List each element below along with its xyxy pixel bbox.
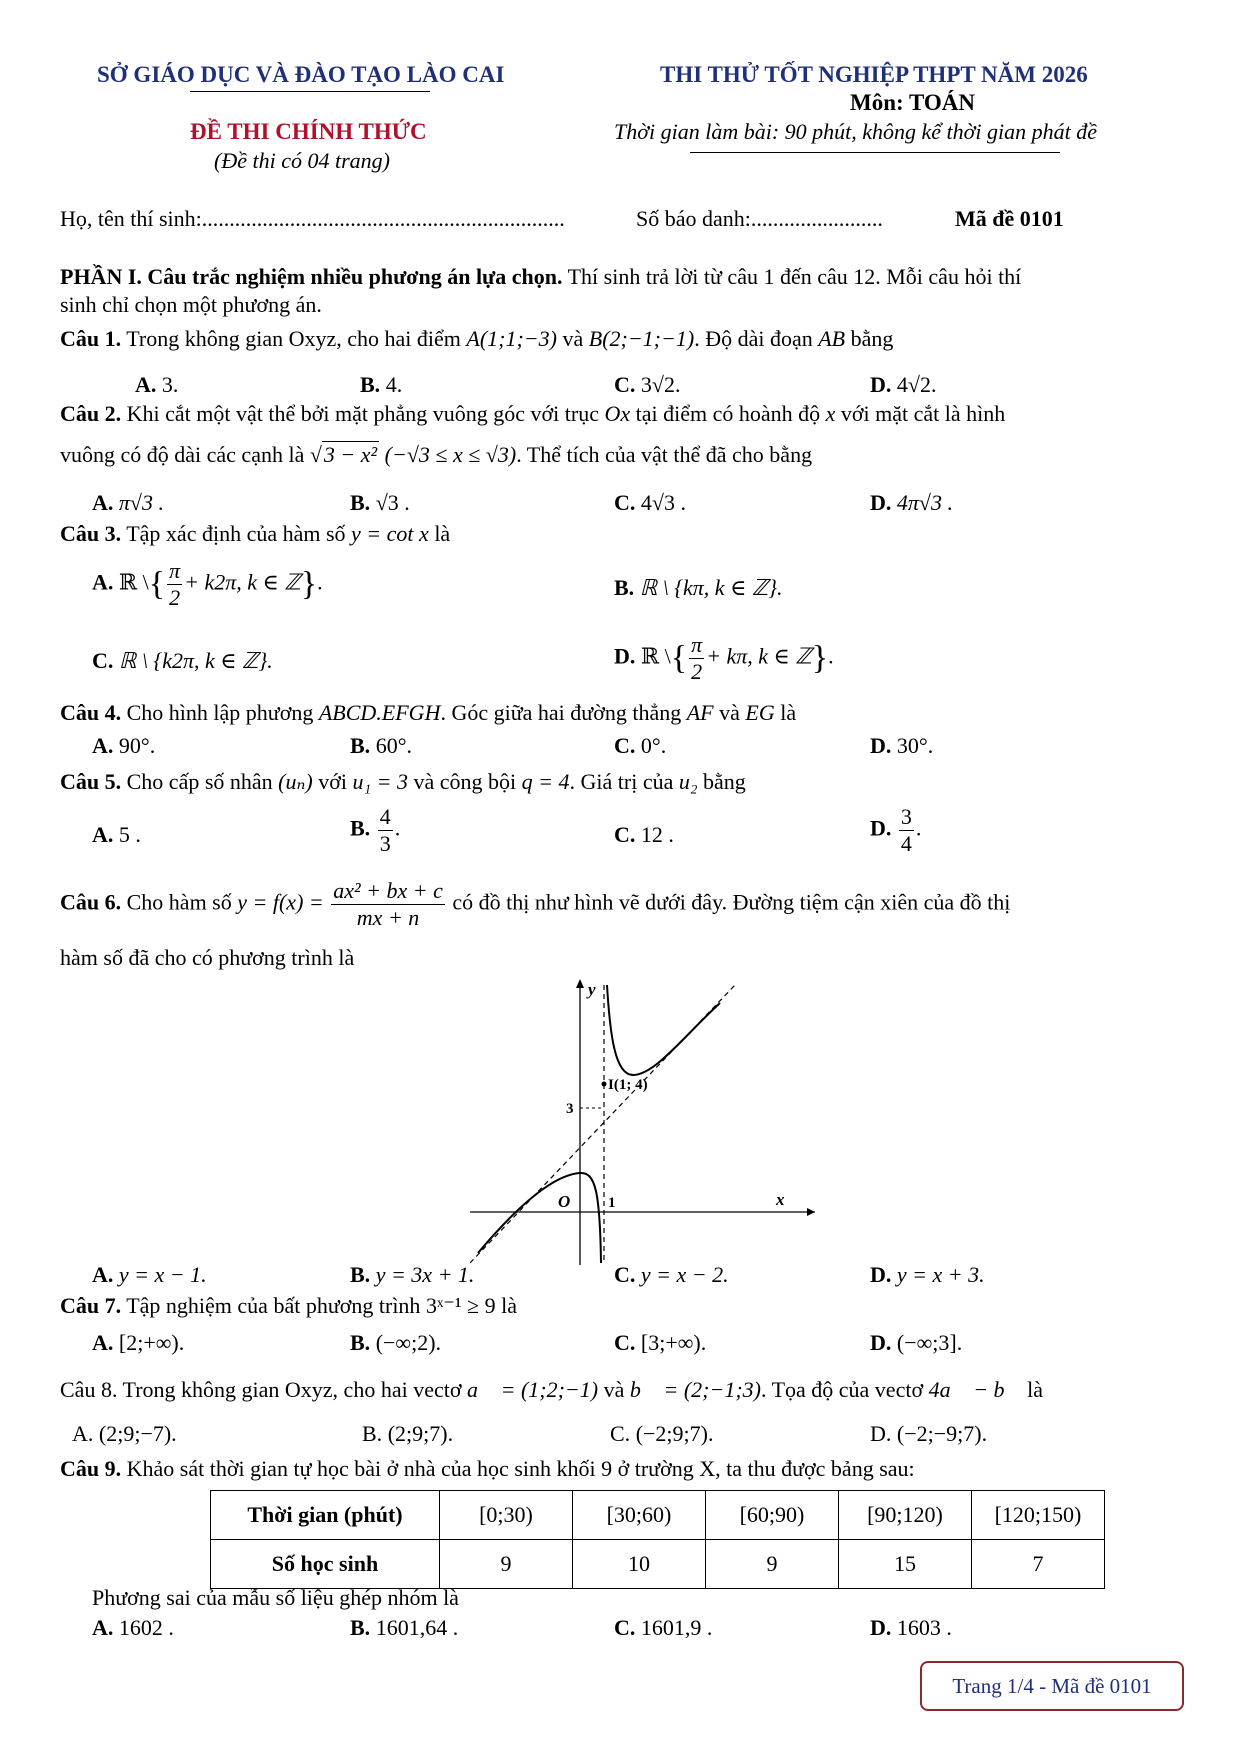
q1-segment: AB	[818, 326, 846, 351]
exam-title: THI THỬ TỐT NGHIỆP THPT NĂM 2026	[660, 62, 1088, 87]
q2-x: x	[825, 401, 836, 426]
q2-text-a: π√3 .	[118, 490, 164, 515]
sbd-field: Số báo danh:........................	[636, 206, 883, 231]
q4-option-a[interactable]	[92, 733, 155, 759]
q8-vector-b: b⃗ = (2;−1;3)	[629, 1377, 761, 1402]
q9-letter-b: B.	[350, 1615, 371, 1640]
q5-text: Cho cấp số nhân	[121, 769, 279, 794]
q6-letter-d: D.	[870, 1262, 892, 1287]
q6-numerator: ax² + bx + c	[333, 878, 443, 903]
q4-af: AF	[686, 700, 714, 725]
q5-text-a: 5 .	[118, 822, 141, 847]
time-note: Thời gian làm bài: 90 phút, không kể thời gian phát đề	[614, 119, 1098, 144]
q3-two-d: 2	[691, 659, 703, 684]
q9-text: Khảo sát thời gian tự học bài ở nhà của học sinh khối 9 ở trường X, ta thu được bảng sau:	[121, 1456, 915, 1481]
q3-rset-d: ℝ \	[640, 643, 671, 669]
q3-function: y = cot x	[351, 521, 429, 546]
q4-text-a: 90°.	[118, 733, 156, 758]
q2-condition: (−√3 ≤ x ≤ √3)	[384, 442, 517, 467]
q8-vector-a: a⃗ = (1;2;−1)	[466, 1377, 599, 1402]
q7-label: Câu 7.	[60, 1293, 122, 1318]
header-divider-right	[690, 152, 1060, 153]
department-name: SỞ GIÁO DỤC VÀ ĐÀO TẠO LÀO CAI	[97, 62, 505, 87]
q1-end: bằng	[845, 326, 894, 351]
header-divider	[190, 91, 430, 92]
q1-letter-c: C.	[614, 372, 636, 397]
q5-mid2: và công bội	[407, 769, 522, 794]
q1-letter-a: A.	[135, 372, 157, 397]
q6-option-a[interactable]	[92, 1262, 207, 1288]
q3-text-b: ℝ \ {kπ, k ∈ ℤ}.	[639, 575, 783, 600]
q8-letter-d: D.	[870, 1421, 892, 1446]
q9-option-b[interactable]	[350, 1615, 458, 1641]
q7-letter-d: D.	[870, 1330, 892, 1355]
q4-letter-c: C.	[614, 733, 636, 758]
q7-option-d[interactable]	[870, 1330, 962, 1356]
q1-and: và	[556, 326, 589, 351]
q8-option-b[interactable]	[362, 1421, 453, 1447]
official-label: ĐỀ THI CHÍNH THỨC	[190, 119, 427, 144]
q6-label: Câu 6.	[60, 889, 122, 915]
left-branch	[478, 1173, 601, 1263]
y-label: y	[588, 980, 596, 999]
q5-d-num: 3	[900, 804, 912, 829]
table-cell: 9	[440, 1540, 573, 1589]
q8-text: Câu 8. Trong không gian Oxyz, cho hai vectơ	[60, 1377, 467, 1402]
q4-text-b: 60°.	[375, 733, 412, 758]
table-cell: 7	[972, 1540, 1105, 1589]
q7-stem	[60, 1293, 517, 1319]
q2-text-b: √3 .	[375, 490, 410, 515]
part1-instr2: sinh chỉ chọn một phương án.	[60, 292, 322, 317]
q1-stem	[60, 326, 893, 352]
q1-option-b[interactable]	[360, 372, 402, 398]
q5-mid: với	[312, 769, 353, 794]
q9-stem	[60, 1456, 915, 1482]
q1-text-a: 3.	[161, 372, 179, 397]
q8-end: là	[1021, 1377, 1044, 1402]
q3-option-c[interactable]	[92, 648, 273, 674]
q1-point-b: B(2;−1;−1)	[588, 326, 695, 351]
q3-pi-a: π	[169, 558, 181, 583]
q9-question: Phương sai của mẫu số liệu ghép nhóm là	[92, 1585, 459, 1610]
q7-text-b: (−∞;2).	[375, 1330, 442, 1355]
q9-option-a[interactable]	[92, 1615, 174, 1641]
q1-text-c: 3√2.	[640, 372, 681, 397]
table-cell: 9	[706, 1540, 839, 1589]
q6-fraction	[331, 880, 445, 929]
q2-option-c[interactable]	[614, 490, 686, 516]
q3-option-b[interactable]	[614, 575, 783, 601]
q8-option-a[interactable]	[72, 1421, 177, 1447]
q5-frac-d	[899, 806, 914, 855]
q3-frac-d	[689, 634, 704, 683]
q2-letter-c: C.	[614, 490, 636, 515]
q8-stem	[60, 1377, 1043, 1403]
q6-pre: Cho hàm số	[121, 889, 238, 915]
q2-text3: với mặt cắt là hình	[835, 401, 1006, 426]
q6-lhs: y = f(x) =	[237, 889, 324, 915]
q4-letter-d: D.	[870, 733, 892, 758]
q2-text2: tại điểm có hoành độ	[630, 401, 826, 426]
table-cell: [60;90)	[706, 1491, 839, 1540]
q6-stem-line2: hàm số đã cho có phương trình là	[60, 945, 355, 970]
q9-letter-d: D.	[870, 1615, 892, 1640]
q3-label: Câu 3.	[60, 521, 122, 546]
q2-letter-a: A.	[92, 490, 114, 515]
q1-point-a: A(1;1;−3)	[466, 326, 557, 351]
q9-text-c: 1601,9 .	[640, 1615, 713, 1640]
q8-text-d: (−2;−9;7).	[896, 1421, 988, 1446]
q5-ratio: q = 4	[521, 769, 570, 794]
q5-text-c: 12 .	[640, 822, 674, 847]
q3-text: Tập xác định của hàm số	[121, 521, 352, 546]
q2-letter-b: B.	[350, 490, 371, 515]
q1-letter-b: B.	[360, 372, 381, 397]
q9-text-b: 1601,64 .	[375, 1615, 459, 1640]
q9-label: Câu 9.	[60, 1456, 122, 1481]
right-branch	[607, 985, 720, 1075]
table-cell: [120;150)	[972, 1491, 1105, 1540]
q8-text-b: (2;9;7).	[387, 1421, 454, 1446]
q4-letter-a: A.	[92, 733, 114, 758]
q9-text-a: 1602 .	[118, 1615, 174, 1640]
q6-letter-a: A.	[92, 1262, 114, 1287]
q8-expression: 4a⃗ − b⃗	[928, 1377, 1022, 1402]
q2-axis: Ox	[604, 401, 631, 426]
q5-option-d[interactable]: D. $\frac{3}{4}$ .	[870, 804, 922, 856]
q7-letter-a: A.	[92, 1330, 114, 1355]
q4-stem	[60, 700, 796, 726]
q4-end: là	[774, 700, 797, 725]
q7-text-c: [3;+∞).	[640, 1330, 707, 1355]
q7-letter-b: B.	[350, 1330, 371, 1355]
q4-and: và	[713, 700, 746, 725]
q6-post: có đồ thị như hình vẽ dưới đây. Đường tiệm cận xiên của đồ thị	[446, 889, 1011, 915]
q7-inequality: 3ˣ⁻¹ ≥ 9	[425, 1293, 496, 1318]
q2-stem-line2	[60, 442, 812, 468]
q2-text5: . Thể tích của vật thể đã cho bằng	[516, 442, 813, 467]
q7-text: Tập nghiệm của bất phương trình	[121, 1293, 426, 1318]
q2-text-c: 4√3 .	[640, 490, 686, 515]
q5-letter-c: C.	[614, 822, 636, 847]
name-field: Họ, tên thí sinh:..................................................................	[60, 206, 565, 231]
q1-text: Trong không gian Oxyz, cho hai điểm	[121, 326, 467, 351]
q6-stem-line1	[60, 880, 1010, 929]
q3-option-d[interactable]: D. ℝ \{ $\frac{\pi}{2}$ + kπ, k ∈ ℤ}.	[614, 632, 834, 684]
q1-post: . Độ dài đoạn	[694, 326, 819, 351]
x-axis-arrow	[807, 1208, 815, 1216]
q7-text-d: (−∞;3].	[896, 1330, 963, 1355]
q5-mid3: . Giá trị của	[569, 769, 679, 794]
q5-u1: u₁ = 3	[352, 769, 408, 794]
q6-option-c[interactable]	[614, 1262, 729, 1288]
exam-code: Mã đề 0101	[955, 206, 1064, 231]
q4-text-c: 0°.	[640, 733, 667, 758]
q4-option-b[interactable]	[350, 733, 412, 759]
q8-text-a: (2;9;−7).	[98, 1421, 177, 1446]
q8-letter-c: C.	[610, 1421, 631, 1446]
q6-text-d: y = x + 3.	[896, 1262, 985, 1287]
q1-option-c[interactable]	[614, 372, 680, 398]
x-label: x	[776, 1190, 785, 1209]
y-axis-arrow	[576, 979, 584, 988]
q5-label: Câu 5.	[60, 769, 122, 794]
q3-letter-b: B.	[614, 575, 635, 600]
q6-denominator: mx + n	[356, 905, 420, 930]
q8-letter-b: B.	[362, 1421, 383, 1446]
q5-stem	[60, 769, 746, 795]
q7-text-a: [2;+∞).	[118, 1330, 185, 1355]
q2-sqrt: √3 − x²	[309, 442, 378, 467]
q8-text-c: (−2;9;7).	[635, 1421, 714, 1446]
q2-option-d[interactable]	[870, 490, 953, 516]
q4-cube: ABCD.EFGH	[318, 700, 441, 725]
q6-text-b: y = 3x + 1.	[375, 1262, 475, 1287]
part1-title: PHẦN I. Câu trắc nghiệm nhiều phương án lựa chọn.	[60, 264, 563, 289]
q9-option-c[interactable]	[614, 1615, 712, 1641]
q6-graph	[470, 975, 820, 1265]
q8-mid2: . Tọa độ của vectơ	[760, 1377, 929, 1402]
q5-u2: u₂	[678, 769, 698, 794]
q4-text: Cho hình lập phương	[121, 700, 319, 725]
subject: Môn: TOÁN	[850, 90, 976, 115]
page-count: (Đề thi có 04 trang)	[214, 148, 390, 173]
part1-instructions	[60, 264, 1021, 290]
q1-letter-d: D.	[870, 372, 892, 397]
q6-letter-b: B.	[350, 1262, 371, 1287]
q5-option-b[interactable]: B. $\frac{4}{3}$ .	[350, 804, 401, 856]
q9-letter-a: A.	[92, 1615, 114, 1640]
point-i-label: I(1; 4)	[608, 1077, 648, 1093]
q8-letter-a: A.	[72, 1421, 94, 1446]
q8-option-d[interactable]	[870, 1421, 987, 1447]
q3-letter-c: C.	[92, 648, 114, 673]
q3-option-a[interactable]: A. ℝ \{ $\frac{\pi}{2}$ + k2π, k ∈ ℤ}.	[92, 558, 323, 610]
q5-letter-a: A.	[92, 822, 114, 847]
q3-end: là	[428, 521, 451, 546]
q4-option-c[interactable]	[614, 733, 666, 759]
q4-label: Câu 4.	[60, 700, 122, 725]
q5-letter-d: D.	[870, 815, 892, 841]
table-cell: 15	[839, 1540, 972, 1589]
q2-letter-d: D.	[870, 490, 892, 515]
q2-label: Câu 2.	[60, 401, 122, 426]
q5-d-den: 4	[900, 831, 912, 856]
table-cell: [0;30)	[440, 1491, 573, 1540]
q6-letter-c: C.	[614, 1262, 636, 1287]
q1-text-b: 4.	[385, 372, 403, 397]
q1-option-d[interactable]	[870, 372, 936, 398]
point-i	[602, 1082, 607, 1087]
q3-tail-a: + k2π, k ∈ ℤ	[184, 569, 301, 595]
q1-text-d: 4√2.	[896, 372, 937, 397]
q2-stem-line1	[60, 401, 1005, 427]
q9-letter-c: C.	[614, 1615, 636, 1640]
q4-letter-b: B.	[350, 733, 371, 758]
table-cell: [30;60)	[573, 1491, 706, 1540]
table-cell: 10	[573, 1540, 706, 1589]
tick-1: 1	[608, 1195, 616, 1211]
q4-option-d[interactable]	[870, 733, 933, 759]
q3-letter-d: D.	[614, 643, 636, 669]
q3-letter-a: A.	[92, 569, 114, 595]
q9-text-d: 1603 .	[896, 1615, 952, 1640]
q3-text-c: ℝ \ {k2π, k ∈ ℤ}.	[118, 648, 273, 673]
q3-tail-d: + kπ, k ∈ ℤ	[706, 643, 812, 669]
q2-text-d: 4π√3 .	[896, 490, 953, 515]
part1-instr1: Thí sinh trả lời từ câu 1 đến câu 12. Mỗi câu hỏi thí	[562, 264, 1022, 289]
q6-text-a: y = x − 1.	[118, 1262, 207, 1287]
q5-b-den: 3	[379, 831, 391, 856]
table-row	[211, 1491, 1105, 1540]
q5-sequence: (uₙ)	[278, 769, 313, 794]
q5-end: bằng	[697, 769, 746, 794]
q1-option-a[interactable]	[135, 372, 178, 398]
table-header-cell: Thời gian (phút)	[211, 1491, 440, 1540]
page-footer: Trang 1/4 - Mã đề 0101	[920, 1661, 1184, 1711]
q4-eg: EG	[745, 700, 775, 725]
q9-option-d[interactable]	[870, 1615, 952, 1641]
q6-text-c: y = x − 2.	[640, 1262, 729, 1287]
table-row	[211, 1540, 1105, 1589]
q4-mid: . Góc giữa hai đường thẳng	[440, 700, 687, 725]
q6-option-d[interactable]	[870, 1262, 985, 1288]
q4-text-d: 30°.	[896, 733, 934, 758]
q3-frac-a	[167, 560, 182, 609]
table-cell: [90;120)	[839, 1491, 972, 1540]
q7-end: là	[495, 1293, 517, 1318]
q9-table	[210, 1490, 1105, 1589]
q2-radicand: 3 − x²	[323, 442, 378, 467]
q3-two-a: 2	[169, 585, 181, 610]
q7-option-b[interactable]	[350, 1330, 441, 1356]
q7-letter-c: C.	[614, 1330, 636, 1355]
q5-letter-b: B.	[350, 815, 371, 841]
q7-option-c[interactable]	[614, 1330, 706, 1356]
q2-text4: vuông có độ dài các cạnh là	[60, 442, 310, 467]
q2-option-b[interactable]	[350, 490, 410, 516]
q2-text1: Khi cắt một vật thể bởi mặt phẳng vuông góc với trục	[121, 401, 605, 426]
q7-option-a[interactable]	[92, 1330, 184, 1356]
table-header-cell: Số học sinh	[211, 1540, 440, 1589]
q8-mid: và	[598, 1377, 630, 1402]
q5-option-a[interactable]	[92, 822, 141, 848]
q3-rset-a: ℝ \	[118, 569, 149, 595]
q8-option-c[interactable]	[610, 1421, 713, 1447]
origin-label: O	[558, 1192, 571, 1211]
q6-option-b[interactable]	[350, 1262, 474, 1288]
q5-option-c[interactable]	[614, 822, 674, 848]
q1-label: Câu 1.	[60, 326, 122, 351]
q3-stem	[60, 521, 450, 547]
q5-b-num: 4	[379, 804, 391, 829]
q5-frac-b	[378, 806, 393, 855]
q2-option-a[interactable]	[92, 490, 164, 516]
tick-3: 3	[566, 1101, 574, 1117]
q3-pi-d: π	[691, 632, 703, 657]
